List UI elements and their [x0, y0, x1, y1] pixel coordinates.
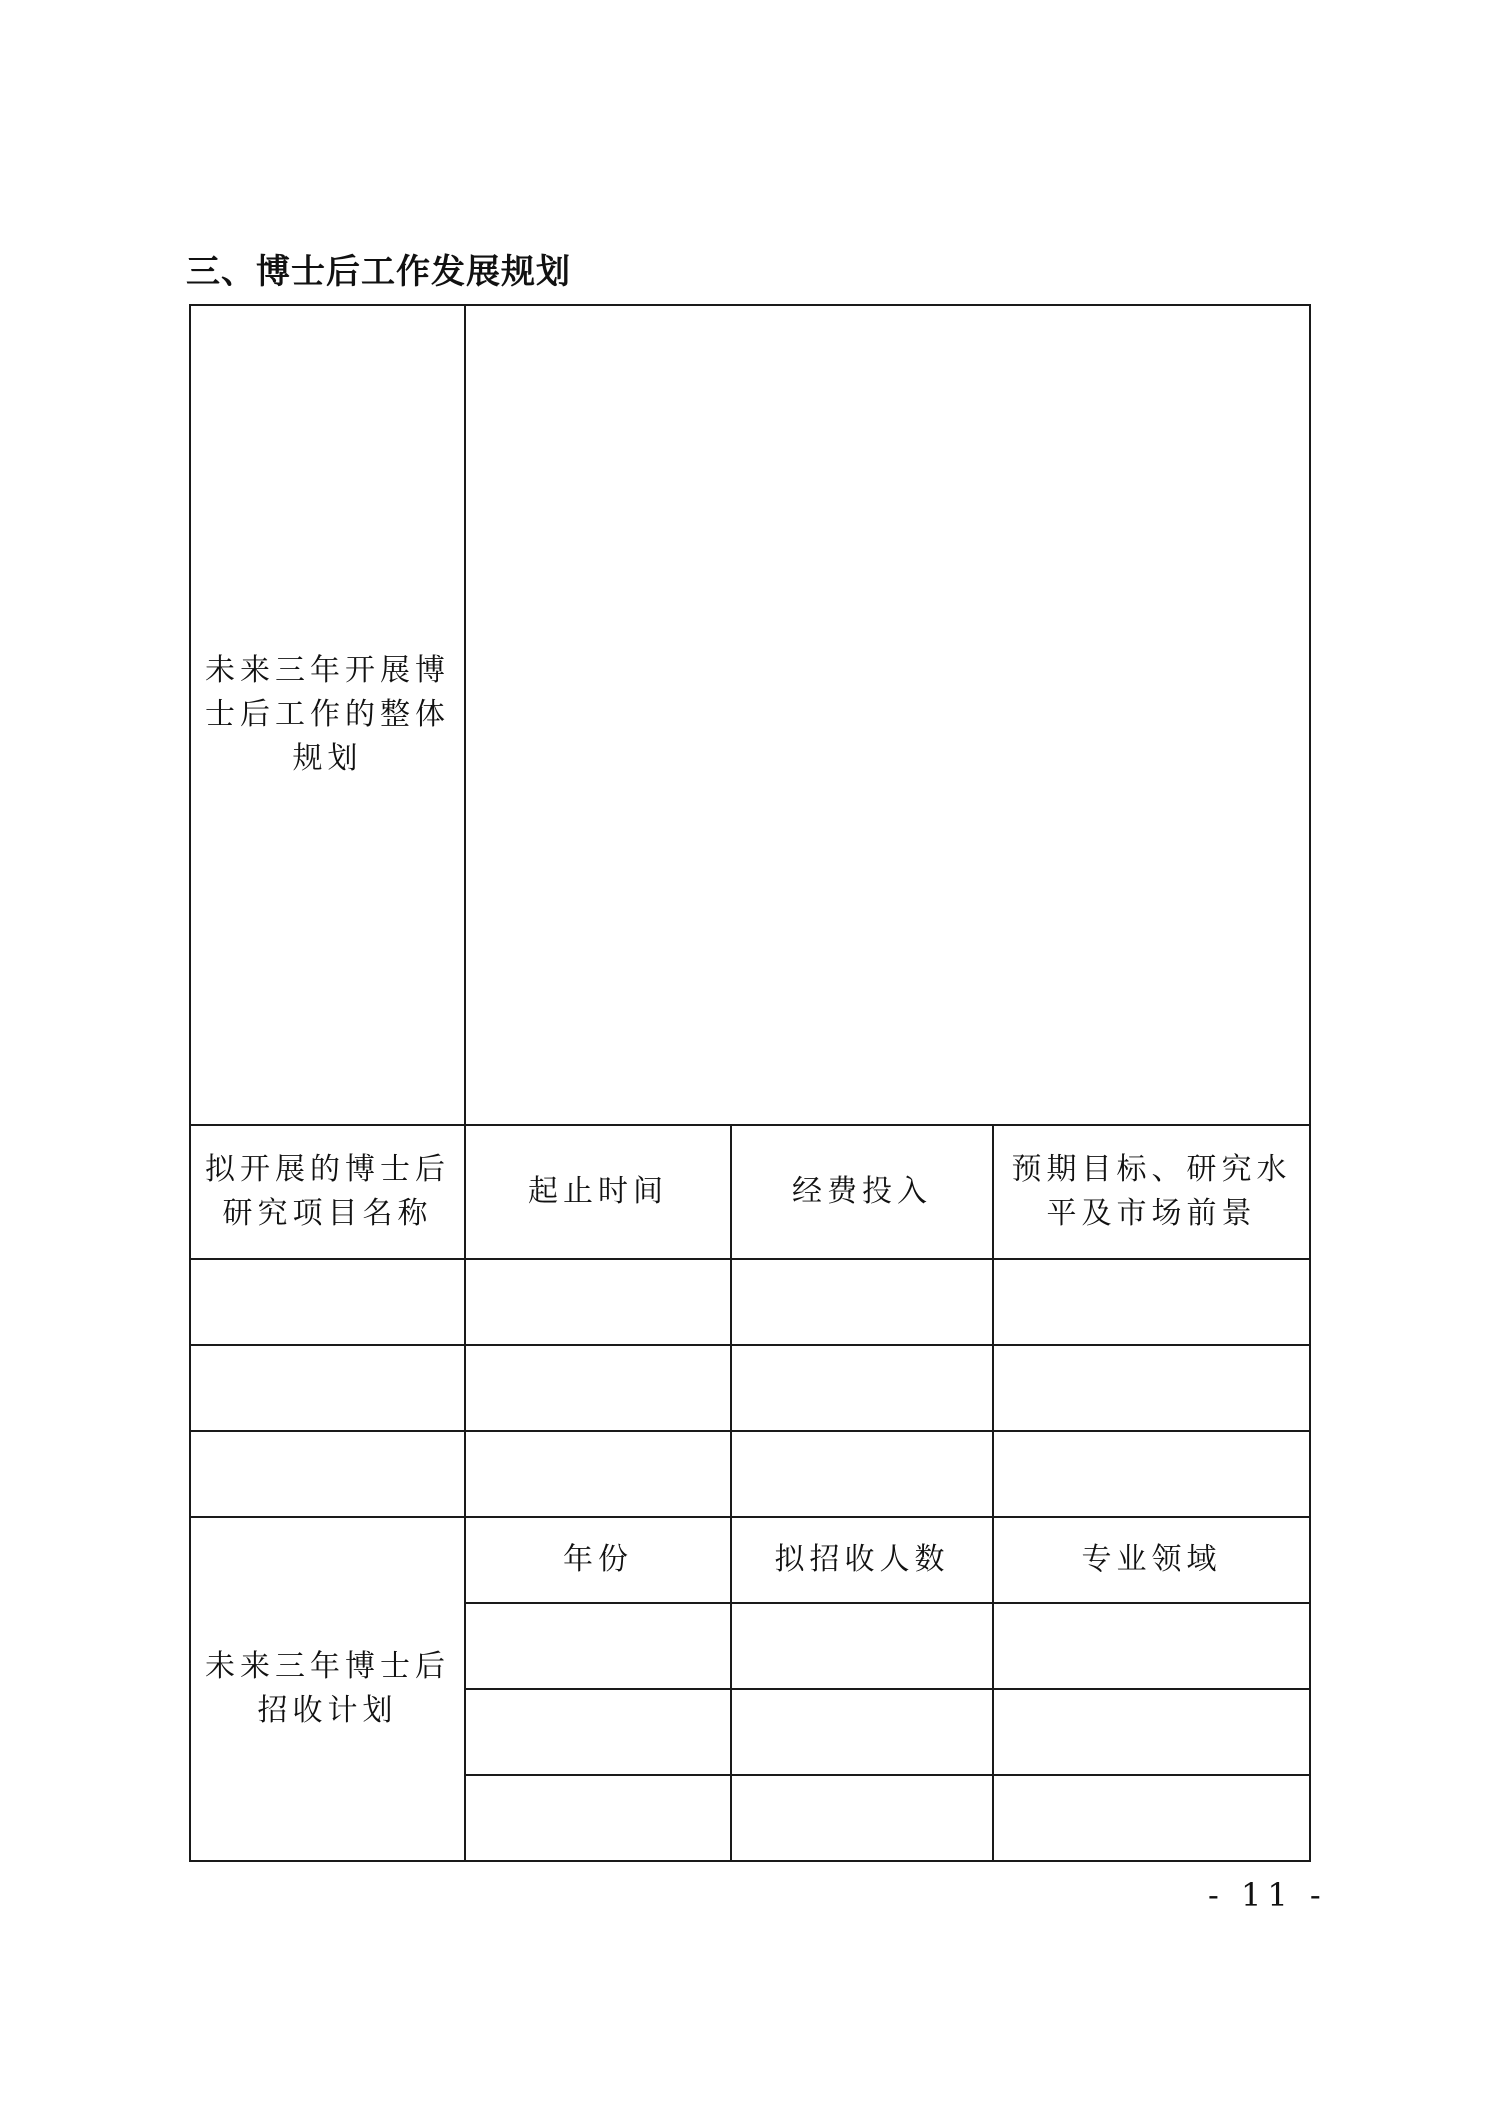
- project-name-cell[interactable]: [190, 1431, 465, 1517]
- header-project-name: 拟开展的博士后研究项目名称: [190, 1125, 465, 1259]
- recruit-count-cell[interactable]: [731, 1775, 993, 1861]
- section-title: 三、博士后工作发展规划: [186, 252, 571, 292]
- project-funding-cell[interactable]: [731, 1259, 993, 1345]
- project-row: [190, 1259, 1310, 1345]
- project-time-cell[interactable]: [465, 1431, 731, 1517]
- overall-plan-label: 未来三年开展博士后工作的整体规划: [190, 305, 465, 1125]
- header-time-span: 起止时间: [465, 1125, 731, 1259]
- recruitment-plan-label: 未来三年博士后招收计划: [190, 1517, 465, 1861]
- header-specialty: 专业领域: [993, 1517, 1310, 1603]
- project-time-cell[interactable]: [465, 1259, 731, 1345]
- recruit-count-cell[interactable]: [731, 1689, 993, 1775]
- overall-plan-row: [190, 305, 1310, 1125]
- header-funding: 经费投入: [731, 1125, 993, 1259]
- overall-plan-content[interactable]: [465, 305, 1310, 1125]
- recruit-year-cell[interactable]: [465, 1603, 731, 1689]
- recruit-specialty-cell[interactable]: [993, 1689, 1310, 1775]
- project-goals-cell[interactable]: [993, 1345, 1310, 1431]
- recruitment-header-row: [190, 1517, 1310, 1603]
- project-funding-cell[interactable]: [731, 1431, 993, 1517]
- recruit-specialty-cell[interactable]: [993, 1603, 1310, 1689]
- header-recruit-count: 拟招收人数: [731, 1517, 993, 1603]
- project-name-cell[interactable]: [190, 1345, 465, 1431]
- project-row: [190, 1431, 1310, 1517]
- recruit-year-cell[interactable]: [465, 1775, 731, 1861]
- header-expected-goals: 预期目标、研究水平及市场前景: [993, 1125, 1310, 1259]
- page-number: - 11 -: [1208, 1876, 1327, 1914]
- recruit-count-cell[interactable]: [731, 1603, 993, 1689]
- header-year: 年份: [465, 1517, 731, 1603]
- projects-header-row: [190, 1125, 1310, 1259]
- project-time-cell[interactable]: [465, 1345, 731, 1431]
- project-row: [190, 1345, 1310, 1431]
- project-goals-cell[interactable]: [993, 1431, 1310, 1517]
- project-name-cell[interactable]: [190, 1259, 465, 1345]
- development-plan-form: [189, 304, 1311, 1862]
- recruit-year-cell[interactable]: [465, 1689, 731, 1775]
- project-funding-cell[interactable]: [731, 1345, 993, 1431]
- recruit-specialty-cell[interactable]: [993, 1775, 1310, 1861]
- project-goals-cell[interactable]: [993, 1259, 1310, 1345]
